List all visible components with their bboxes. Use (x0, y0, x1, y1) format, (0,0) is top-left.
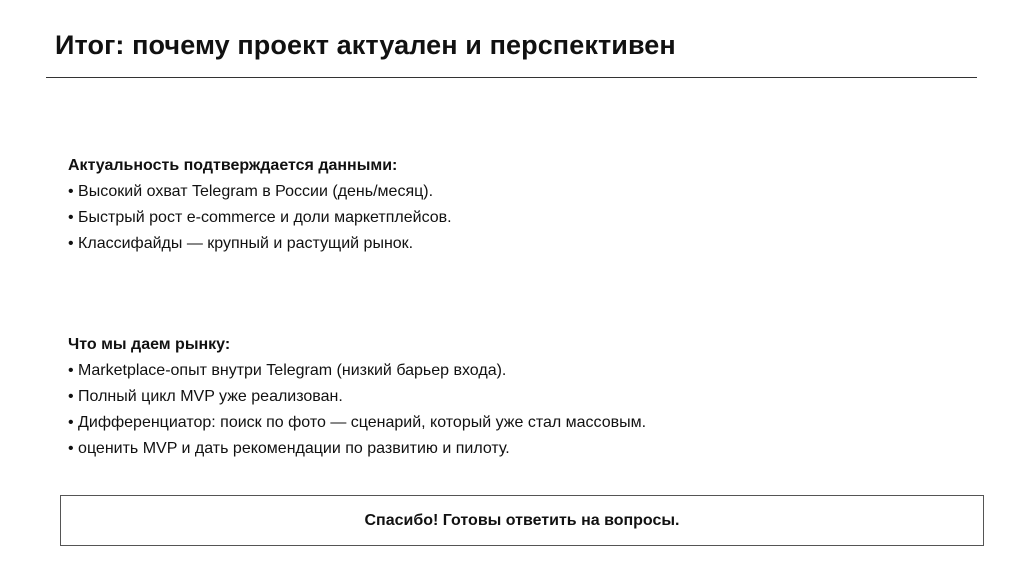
offer-list (68, 358, 968, 462)
relevance-section (68, 153, 968, 257)
slide-title: Итог: почему проект актуален и перспективен (55, 30, 676, 60)
offer-item: • оценить MVP и дать рекомендации по развитию и пилоту. (68, 436, 968, 462)
offer-item: • Marketplace-опыт внутри Telegram (низкий барьер входа). (68, 358, 968, 384)
thanks-text: Спасибо! Готовы ответить на вопросы. (364, 511, 680, 529)
relevance-heading: Актуальность подтверждается данными: (68, 157, 398, 174)
relevance-item: • Высокий охват Telegram в России (день/месяц). (68, 179, 968, 205)
relevance-list (68, 179, 968, 257)
offer-item: • Полный цикл MVP уже реализован. (68, 384, 968, 410)
relevance-item: • Быстрый рост e-commerce и доли маркетплейсов. (68, 205, 968, 231)
offer-section (68, 332, 968, 462)
offer-item: • Дифференциатор: поиск по фото — сценарий, который уже стал массовым. (68, 410, 968, 436)
relevance-item: • Классифайды — крупный и растущий рынок. (68, 231, 968, 257)
thanks-box (60, 495, 984, 546)
offer-heading: Что мы даем рынку: (68, 336, 231, 353)
title-divider (46, 77, 977, 78)
